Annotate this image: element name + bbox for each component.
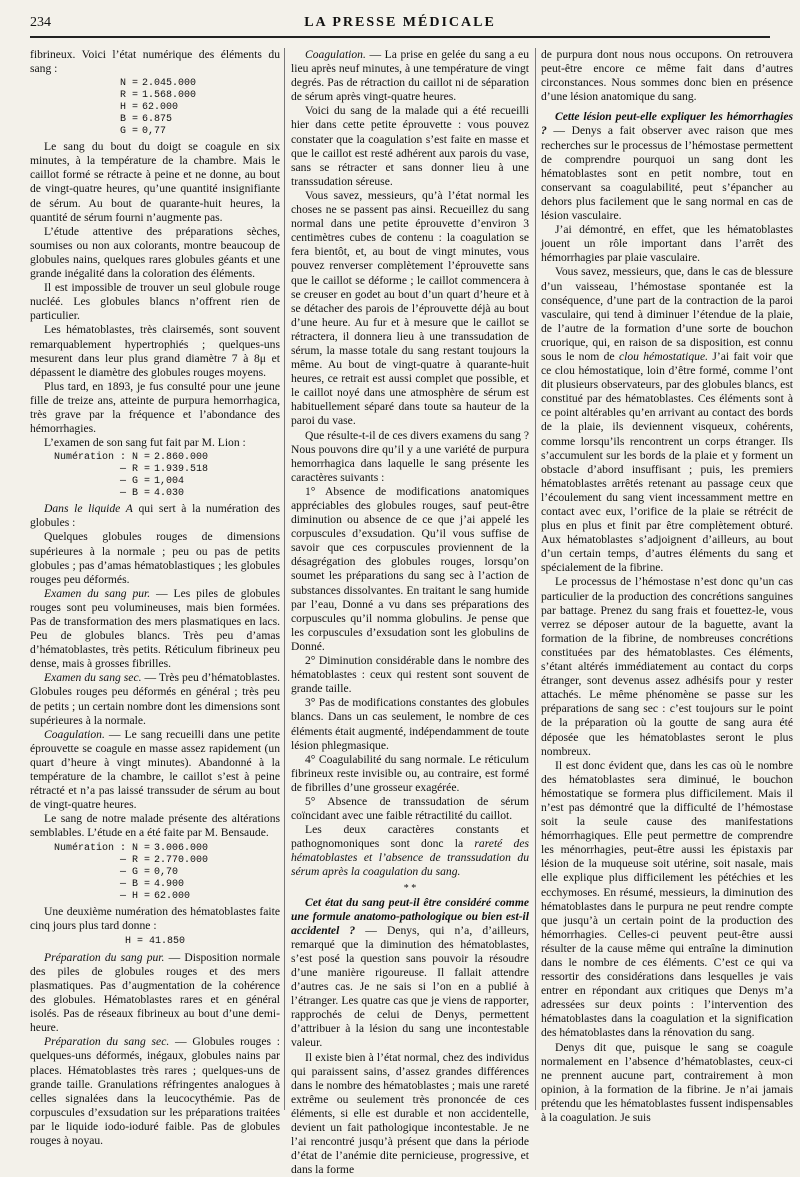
paragraph: Plus tard, en 1893, je fus consulté pour une jeune fille de treize ans, atteinte de purpura hemorrhagica, très grave par la fréquence et l’abondance des hémorrhagies. bbox=[30, 379, 280, 436]
paragraph: 1° Absence de modifications anatomiques appréciables des globules rouges, sauf peut-être diminution ou absence de ce que j’ai appelé les corpuscules d’exsudation. Qu’il vous suffise de savoir que ces corpuscules proviennent de la désagrégation des globules rouges, lorsqu’on soumet les préparations du sang sec à l’action de substances dissolvantes. En traitant le sang humide par l’eau, Donné a vu dans ses préparations des corpuscules qu’il nomma globulins. Je pense que les corpuscules d’exsudation sont les globulins de Donné. bbox=[291, 484, 529, 653]
count-row: H = 62.000 bbox=[119, 102, 179, 114]
paragraph: Le processus de l’hémostase n’est donc qu’un cas particulier de la production des concrétions sanguines par battage. Prenez du sang frais et fouettez-le, vous verrez se déposer autour de la baguette, avant la formation de la fibrine, de nombreuses concrétions constituées par des hématoblastes. Ces éléments, s’étant altérés immédiatement au contact du corps étranger, sont devenus assez adhésifs pour y rester attachés. Le même phénomène se passe sur les préparations de sang sec : c’est toujours sur le point de la préparation où la goutte de sang aura été déposée que les hématoblastes seront le plus nombreux. bbox=[541, 575, 793, 758]
paragraph: Denys dit que, puisque le sang se coagule normalement en l’absence d’hématoblastes, ceux-ci ne prennent aucune part, contrairement à mon opinion, à la formation de la fibrine. Je n’ai jamais prétendu que les hématoblastes fussent indispensables à la coagulation. Je suis bbox=[541, 1040, 793, 1125]
paragraph: Le sang de notre malade présente des altérations semblables. L’étude en a été faite par M. Bensaude. bbox=[30, 812, 280, 840]
paragraph: Cette lésion peut-elle expliquer les hémorrhagies ? — Denys a fait observer avec raison que mes recherches sur le processus de l’hémostase permettent de comprendre pourquoi un sang dont les hématoblastes sont en petit nombre, tout en conservant sa coagulabilité, peut s’épancher au dehors plus facilement que le sang normal en cas de lésion vasculaire. bbox=[541, 110, 793, 223]
paragraph: Que résulte-t-il de ces divers examens du sang ? Nous pouvons dire qu’il y a une variété de purpura hemorrhagica dans laquelle le sang présente les caractères suivants : bbox=[291, 428, 529, 484]
count-row: — B = 4.030 bbox=[119, 488, 185, 500]
paragraph: Examen du sang sec. — Très peu d’hématoblastes. Globules rouges peu déformés en général ; très peu de petits ; un certain nombre dont les dimensions sont supérieures à la normale. bbox=[30, 671, 280, 727]
paragraph: 5° Absence de transsudation de sérum coïncidant avec une faible rétractilité du caillot. bbox=[291, 794, 529, 823]
count-row: — R = 1.939.518 bbox=[119, 464, 209, 476]
paragraph: L’étude attentive des préparations sèches, soumises ou non aux colorants, montre beaucoup de globules nains, quelques rares globules géants et une grande inégalité dans la coloration des éléments. bbox=[30, 224, 280, 281]
count-row: R = 1.568.000 bbox=[119, 90, 197, 102]
blood-count-table-2 bbox=[30, 452, 280, 500]
count-row: — G = 0,70 bbox=[119, 866, 179, 878]
paragraph: Les hématoblastes, très clairsemés, sont souvent remarquablement hypertrophiés ; quelques-uns mesurent dans leur plus grand diamètre 7 à 8μ et dépassent le diamètre des globules rouges moyens. bbox=[30, 323, 280, 379]
paragraph: 3° Pas de modifications constantes des globules blancs. Dans un cas seulement, le nombre de ces éléments était augmenté, indépendamment de toute lésion phlegmasique. bbox=[291, 696, 529, 752]
paragraph: Préparation du sang sec. — Globules rouges : quelques-uns déformés, inégaux, globules nains par places. Hématoblastes très rares ; quelques-uns de grande taille. Granulations réfringentes analogues à celles signalées dans la leucocythémie. Pas de corpuscules d’exsudation sur les préparations traitées par le liquide iodo-ioduré faible. Pas de globules rouges à noyau. bbox=[30, 1035, 280, 1147]
paragraph: Vous savez, messieurs, qu’à l’état normal les choses ne se passent pas ainsi. Recueillez du sang normal dans une petite éprouvette d’environ 3 centimètres cubes de contenu : la coagulation se fera bientôt, et, au bout de vingt minutes, vous pouvez renverser complètement l’éprouvette sans que le caillot se déforme ; le caillot commencera à se creuser en godet au bout d’un quart d’heure et à se détacher des parois de l’éprouvette déjà au bout d’une heure. Au fur et à mesure que le caillot se rétractera, il donnera lieu à une transsudation de sérum, la masse totale du sang restant toujours la même. Au bout de vingt-quatre à quarante-huit heures, ce retrait est aussi complet que possible, et le caillot noyé dans une atmosphère de sérum est habituellement séparé dans toute sa hauteur de la paroi du vase. bbox=[291, 188, 529, 428]
column-3 bbox=[541, 48, 794, 1125]
paragraph: 4° Coagulabilité du sang normale. Le réticulum fibrineux reste invisible ou, au contraire, est formé de fibrilles d’une grosseur exagérée. bbox=[291, 752, 529, 794]
section-separator: * * bbox=[403, 882, 417, 894]
paragraph: J’ai démontré, en effet, que les hématoblastes jouent un rôle important dans l’arrêt des hémorrhagies par plaie vasculaire. bbox=[541, 223, 793, 265]
paragraph: Voici du sang de la malade qui a été recueilli hier dans cette petite éprouvette : vous pouvez constater que la coagulation s’est faite en masse et que le caillot est resté adhérent aux parois du vase, sans se rétracter et sans donner lieu à une transsudation séreuse. bbox=[291, 104, 529, 188]
paragraph: Il existe bien à l’état normal, chez des individus qui paraissent sains, d’assez grandes différences dans le nombre des hématoblastes ; mais une rareté extrême ou seulement très prononcée de ces éléments, si elle est durable et non accidentelle, devient un fait pathologique incontestable. Je ne l’ai rencontré jusqu’à présent que dans la période d’état de l’anémie dite pernicieuse, progressive, et dans la forme bbox=[291, 1050, 529, 1177]
paragraph: Coagulation. — Le sang recueilli dans une petite éprouvette se coagule en masse assez rapidement (un quart d’heure à vingt minutes). Abandonné à la température de la chambre, le caillot s’est à peine rétracté et n’a pas laissé transsuder de sérum au bout de vingt-quatre heures. bbox=[30, 727, 280, 812]
count-row: — G = 1,004 bbox=[119, 476, 185, 488]
paragraph: 2° Diminution considérable dans le nombre des hématoblastes : ceux qui restent sont souvent de grande taille. bbox=[291, 654, 529, 696]
blood-count-table-3 bbox=[30, 843, 280, 903]
hematoblast-count: H = 41.850 bbox=[124, 935, 185, 947]
journal-title: LA PRESSE MÉDICALE bbox=[304, 15, 496, 30]
paragraph: Quelques globules rouges de dimensions supérieures à la normale ; peu ou pas de petits globules ; pas d’amas hématoblastiques ; les globules rouges peu déformés. bbox=[30, 530, 280, 586]
column-1 bbox=[30, 48, 281, 1147]
paragraph: Les deux caractères constants et pathognomoniques sont donc la rareté des hématoblastes et l’absence de transsudation du sérum après la coagulation du sang. bbox=[291, 823, 529, 879]
paragraph: Cet état du sang peut-il être considéré comme une formule anatomo-pathologique ou bien est-il accidentel ? — Denys, qui n’a, d’ailleurs, remarqué que la diminution des hématoblastes, s’est posé la question sans pouvoir la résoudre d’une manière rigoureuse. Il fallait attendre d’autres cas. Je ne sais si l’on en a publié à l’étranger. Les quatre cas que je viens de rapporter, rapprochés de celui de Denys, permettent d’attribuer à la lésion du sang une incontestable valeur. bbox=[291, 895, 529, 1050]
page-number: 234 bbox=[30, 15, 51, 30]
blood-count-table-1 bbox=[30, 78, 280, 138]
paragraph: Une deuxième numération des hématoblastes faite cinq jours plus tard donne : bbox=[30, 904, 280, 932]
paragraph: fibrineux. Voici l’état numérique des éléments du sang : bbox=[30, 48, 280, 76]
paragraph: Dans le liquide A qui sert à la numération des globules : bbox=[30, 502, 280, 530]
paragraph: Vous savez, messieurs, que, dans le cas de blessure d’un vaisseau, l’hémostase spontanée est la conséquence, d’une part de la contraction de la paroi vasculaire, qui tend à diminuer l’étendue de la plaie, de l’autre de la formation d’une sorte de bouchon cruorique, qui, en raison de sa disposition, est connu sous le nom de clou hémostatique. J’ai fait voir que ce clou hémostatique, loin d’être formé, comme l’ont dit plusieurs observateurs, par des globules blancs, est constitué par des hématoblastes. Ces éléments sont à ce point altérables qu’en arrivant au contact des bords de la plaie, ils deviennent visqueux, cohérents, comme lorsqu’ils rencontrent un corps étranger. Ils s’accumulent sur les bords de la plaie et y forment un obstacle d’abord insuffisant ; puis, les premiers hématoblastes arrêtés retenant au passage ceux que l’écoulement du sang vient incessamment mettre en contact avec eux, l’orifice de la plaie se rétrécit de plus en plus et finit par être complètement obturé. Aux hématoblastes s’adjoignent d’ailleurs, au bout d’un certain temps, d’autres éléments du sang et spécialement de la fibrine. bbox=[541, 265, 794, 575]
paragraph: Il est donc évident que, dans les cas où le nombre des hématoblastes sera diminué, le bouchon hémostatique se formera plus difficilement. Mais il n’est pas démontré que la difficulté de l’hémostase soit la seule cause des manifestations hémorrhagiques. Elle peut permettre de comprendre les ménorrhagies, peut-être aussi les épistaxis par lésion de la muqueuse soit utérine, soit nasale, mais elle explique plus difficilement les pétéchies et les ecchymoses. En résumé, messieurs, la diminution des hématoblastes dans le purpura ne peut rendre compte que jusqu’à un certain point de la production des hémorrhagies. Celles-ci peuvent peut-être aussi résulter de la cause même qui entraîne la diminution dans le nombre de ces éléments. C’est ce qui va ressortir des considérations dans lesquelles je vais entrer en répondant aux critiques que Denys m’a adressées sur deux points : l’intervention des hématoblastes dans la coagulation et la signification des hématoblastes dans la rénovation du sang. bbox=[541, 758, 793, 1040]
count-row: N = 2.045.000 bbox=[119, 78, 197, 90]
count-row: — H = 62.000 bbox=[119, 890, 191, 902]
paragraph: L’examen de son sang fut fait par M. Lion : bbox=[44, 436, 246, 450]
count-row: Numération : N = 3.006.000 bbox=[53, 842, 209, 854]
paragraph: Il est impossible de trouver un seul globule rouge nucléé. Les globules blancs n’offrent rien de particulier. bbox=[30, 281, 280, 323]
paragraph: de purpura dont nous nous occupons. On retrouvera peut-être encore ce même fait dans d’autres circonstances. Nous sommes donc bien en présence d’une lésion anatomique du sang. bbox=[541, 48, 793, 104]
count-row: Numération : N = 2.860.000 bbox=[53, 452, 209, 464]
paragraph: Préparation du sang pur. — Disposition normale des piles de globules rouges et des mers plasmatiques. Pas d’augmentation de la cohérence des globules. Hématoblastes rares et en général isolés. Pas de réseaux fibrineux au bout d’une demi-heure. bbox=[30, 950, 280, 1035]
count-row: B = 6.875 bbox=[119, 114, 173, 126]
paragraph: Examen du sang pur. — Les piles de globules rouges sont peu volumineuses, mais bien formées. Pas de transformation des mers plasmatiques en lacs. Peu de globules blancs. Très peu d’amas d’hématoblastes, très petits. Réticulum fibrineux peu dense, mais à grosses fibrilles. bbox=[30, 586, 281, 671]
paragraph: Coagulation. — La prise en gelée du sang a eu lieu après neuf minutes, à une température de vingt degrés. Pas de rétraction du caillot ni de séparation de sérum après vingt-quatre heures. bbox=[291, 48, 529, 104]
column-2 bbox=[284, 48, 536, 1177]
page-header bbox=[30, 14, 770, 38]
count-row: — B = 4.900 bbox=[119, 878, 185, 890]
count-row: G = 0,77 bbox=[119, 126, 167, 138]
count-row: — R = 2.770.000 bbox=[119, 854, 209, 866]
paragraph: Le sang du bout du doigt se coagule en six minutes, à la température de la chambre. Mais le caillot formé se rétracte à peine et ne donne, au bout de vingt-quatre heures, qu’une quantité insignifiante de sérum. Au bout de quarante-huit heures, la quantité de sérum fourni n’augmente pas. bbox=[30, 140, 280, 224]
